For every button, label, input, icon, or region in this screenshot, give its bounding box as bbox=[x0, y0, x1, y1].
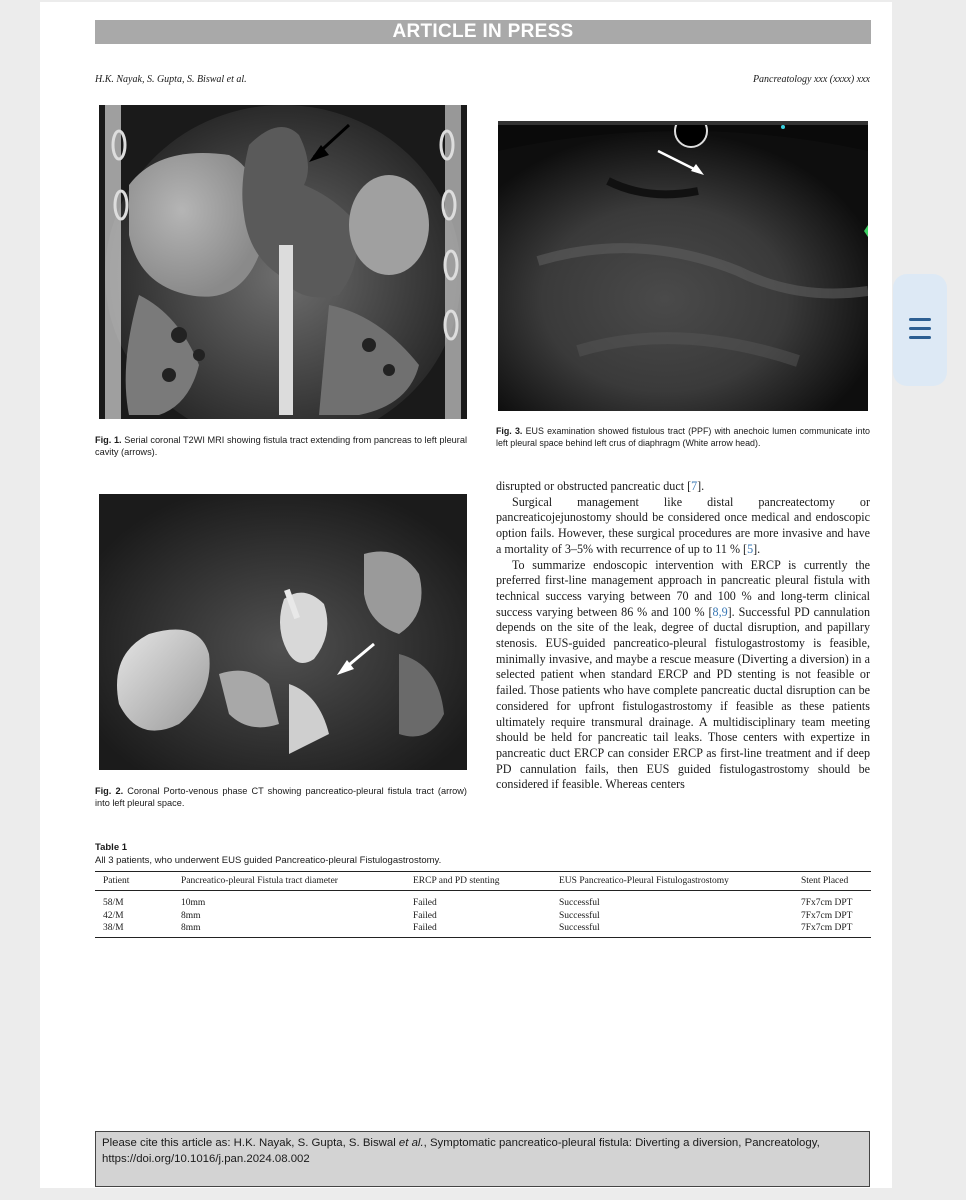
citation-prefix: Please cite this article as: H.K. Nayak, S. Gupta, S. Biswal bbox=[102, 1137, 399, 1149]
patient-table bbox=[95, 871, 871, 938]
figure-2-caption bbox=[95, 785, 467, 809]
table-1 bbox=[95, 842, 871, 938]
table-cell: Failed bbox=[413, 923, 437, 933]
table-cell: Successful bbox=[559, 910, 600, 921]
body-text-column bbox=[496, 479, 870, 793]
table-title: Table 1 bbox=[95, 842, 128, 853]
table-cell: Successful bbox=[559, 923, 600, 933]
figure-3-caption-text: EUS examination showed fistulous tract (PPF) with anechoic lumen communicate into left pleural space behind left crus of diaphragm (White arrow head). bbox=[496, 426, 870, 448]
table-cell: 10mm bbox=[181, 898, 206, 908]
table-row bbox=[95, 922, 871, 937]
table-cell: 58/M bbox=[103, 898, 124, 908]
reference-link-7[interactable]: 7 bbox=[691, 479, 698, 493]
citation-box bbox=[95, 1131, 870, 1187]
running-head-journal: Pancreatology xxx (xxxx) xxx bbox=[752, 74, 870, 85]
figure-2-caption-text: Coronal Porto-venous phase CT showing pancreatico-pleural fistula tract (arrow) into left pleural space. bbox=[95, 786, 467, 808]
citation-suffix: , Symptomatic pancreatico-pleural fistula: Diverting a diversion, Pancreatology, bbox=[423, 1137, 820, 1149]
citation-etal: et al. bbox=[398, 1137, 424, 1149]
figure-2-ct-image bbox=[99, 494, 467, 770]
reference-link-8-9[interactable]: 8,9 bbox=[712, 604, 728, 619]
paragraph-2 bbox=[496, 495, 870, 558]
figure-2-label: Fig. 2. bbox=[95, 786, 124, 796]
figure-1-mri-image bbox=[99, 105, 467, 419]
table-cell: 7Fx7cm DPT bbox=[801, 923, 853, 933]
paragraph-3 bbox=[496, 558, 870, 794]
paragraph-1-text: disrupted or obstructed pancreatic duct [ bbox=[496, 479, 692, 493]
citation-doi-link[interactable]: https://doi.org/10.1016/j.pan.2024.08.002 bbox=[102, 1153, 310, 1165]
table-cell: Successful bbox=[559, 898, 600, 908]
table-header-cell: Pancreatico-pleural Fistula tract diameter bbox=[181, 876, 338, 886]
table-cell: 7Fx7cm DPT bbox=[801, 898, 853, 908]
figure-3-label: Fig. 3. bbox=[496, 426, 523, 436]
paragraph-3-text: To summarize endoscopic intervention with ERCP is currently the preferred first-line management approach in pancreatic pleural fistula with technical success varying between 70 and 100 % and long-term clinical success varying between 86 % and 100 % [ bbox=[496, 557, 870, 619]
table-cell: 42/M bbox=[103, 910, 124, 921]
table-caption: All 3 patients, who underwent EUS guided Pancreatico-pleural Fistulogastrostomy. bbox=[95, 855, 442, 866]
figure-3-eus-image bbox=[498, 121, 868, 411]
table-cell: 8mm bbox=[181, 910, 201, 921]
table-cell: 7Fx7cm DPT bbox=[801, 910, 853, 921]
table-header-cell: Stent Placed bbox=[801, 876, 849, 886]
running-head-authors: H.K. Nayak, S. Gupta, S. Biswal et al. bbox=[95, 74, 247, 85]
reference-link-5[interactable]: 5 bbox=[747, 541, 754, 556]
table-row bbox=[95, 910, 871, 923]
figure-3-caption bbox=[496, 425, 870, 449]
figure-1-caption-text: Serial coronal T2WI MRI showing fistula tract extending from pancreas to left pleural cavity (arrows). bbox=[95, 435, 468, 457]
paragraph-2-text: Surgical management like distal pancreatectomy or pancreaticojejunostomy should be considered once medical and endoscopic option fails. However, these surgical procedures are more invasive and have a mortality of 3–5% with recurrence of up to 11 % [ bbox=[496, 494, 870, 556]
table-cell: 38/M bbox=[103, 923, 124, 933]
paragraph-1 bbox=[496, 479, 870, 495]
table-header-cell: Patient bbox=[103, 876, 130, 886]
article-in-press-banner: ARTICLE IN PRESS bbox=[95, 20, 871, 44]
table-cell: Failed bbox=[413, 910, 437, 921]
paragraph-1-end: ]. bbox=[697, 479, 705, 493]
table-cell: Failed bbox=[413, 898, 437, 908]
figure-1-label: Fig. 1. bbox=[95, 435, 122, 445]
table-cell: 8mm bbox=[181, 923, 201, 933]
paragraph-3-end: ]. Successful PD cannulation depends on the site of the leak, degree of ductal disruption, and papillary stenosis. EUS-guided pancreatico-pleural fistulogastrostomy is feasible, minimally invasive, and maybe a rescue measure (Diverting a diversion) in a selected patient when standard ERCP and PD stenting is not feasible or failed. Those patients who have complete pancreatic ductal disruption can be considered for upfront fistulogastrostomy if feasible as these patients ultimately require transmural drainage. A multidisciplinary team meeting should be held for pancreatic tail leaks. Those centers with expertize in pancreatic duct ERCP can consider ERCP as first-line treatment and if deep PD cannulation fails, then EUS guided fistulogastrostomy should be considered if feasible. Whereas centers bbox=[496, 604, 870, 792]
table-header-row bbox=[95, 872, 871, 891]
figure-1-caption bbox=[95, 434, 467, 458]
table-row bbox=[95, 891, 871, 910]
side-menu-button[interactable] bbox=[893, 274, 947, 386]
table-header-cell: EUS Pancreatico-Pleural Fistulogastrostomy bbox=[559, 876, 729, 886]
paragraph-2-end: ]. bbox=[753, 541, 761, 556]
table-header-cell: ERCP and PD stenting bbox=[413, 876, 500, 886]
